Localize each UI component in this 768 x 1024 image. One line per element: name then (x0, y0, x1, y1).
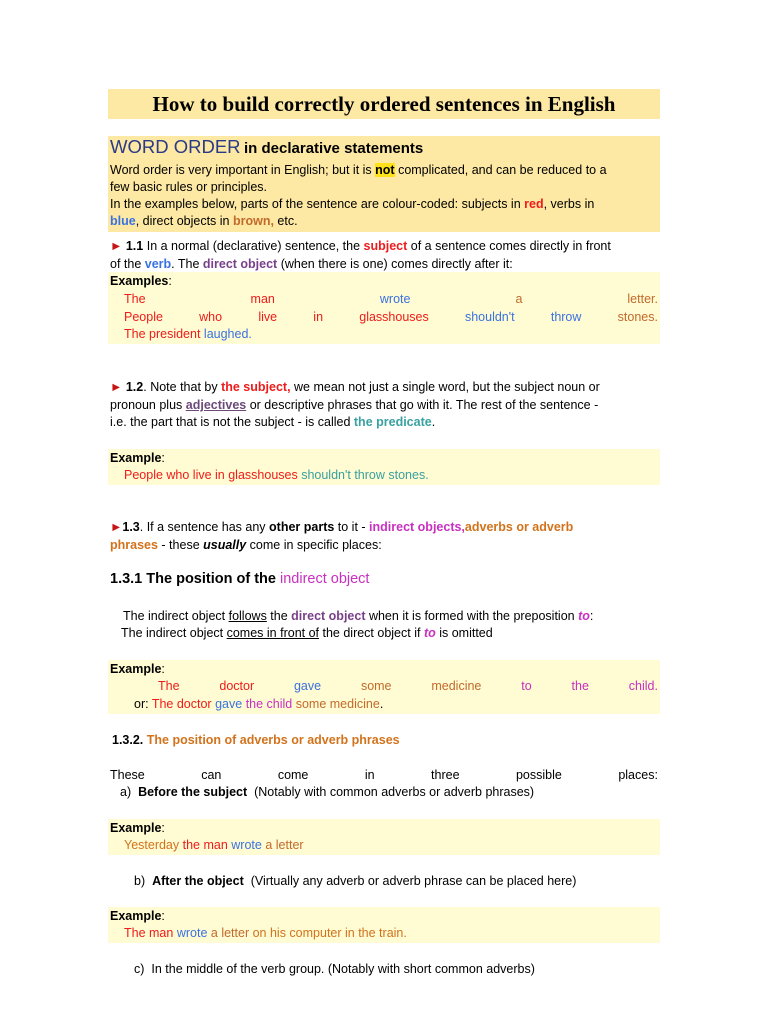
example-line-2 (124, 309, 658, 326)
body-text: : (589, 609, 594, 623)
example-label: Example (110, 821, 162, 835)
brown-label: brown, (232, 214, 274, 228)
example-subject: People who live in glasshouses (124, 468, 298, 482)
body-text: In a normal (declarative) sentence, the (143, 239, 364, 253)
s13-line-1 (110, 519, 658, 536)
example-label-line (110, 661, 658, 678)
example-direct-object: some medicine (295, 697, 380, 711)
s11-line-1 (110, 238, 658, 255)
example-word: gave (293, 679, 322, 693)
other-parts-term: other parts (269, 520, 335, 534)
colon: : (161, 821, 165, 835)
example-word: doctor (219, 679, 255, 693)
example-line (124, 925, 672, 942)
example-verb: wrote (176, 926, 208, 940)
heading-text: The position of adverbs or adverb phrases (146, 733, 400, 747)
section-number: 1.1 (125, 239, 144, 253)
example-line (124, 467, 672, 484)
body-text: The indirect object (123, 609, 229, 623)
example-word: throw (550, 310, 582, 324)
heading-number: 1.3.2. (112, 733, 144, 747)
example-box-3 (108, 660, 660, 714)
example-word: stones. (617, 310, 658, 324)
phrases-term: phrases (110, 538, 158, 552)
example-word: glasshouses (359, 310, 429, 324)
heading-word-order: WORD ORDER (110, 136, 241, 157)
example-line-2 (134, 696, 682, 713)
example-label: Example (110, 451, 162, 465)
arrow-icon: ► (110, 239, 123, 253)
place-c (134, 961, 682, 978)
example-label-line (110, 908, 658, 925)
example-word: a (515, 292, 523, 306)
s13-line-2 (110, 537, 658, 554)
intro-box (108, 136, 660, 232)
list-marker: a) (120, 785, 132, 799)
intro-text: etc. (273, 214, 298, 228)
word-order-heading (110, 136, 423, 158)
intro-text: , verbs in (543, 197, 595, 211)
body-text: the direct object if (319, 626, 424, 640)
intro-text: , direct objects in (135, 214, 233, 228)
example-label-line (110, 820, 658, 837)
to-term: to (578, 609, 590, 623)
s12-line-1 (110, 379, 658, 396)
body-text: is omitted (435, 626, 493, 640)
body-text: or descriptive phrases that go with it. The rest of the sentence - (246, 398, 599, 412)
intro-word: These (110, 768, 145, 782)
colon: : (168, 274, 172, 288)
s131-line-2 (121, 625, 669, 642)
example-adverb: on his computer in the train. (252, 926, 407, 940)
comes-in-front-term: comes in front of (226, 626, 320, 640)
heading-declarative: in declarative statements (244, 140, 424, 157)
red-label: red (524, 197, 544, 211)
example-label: Example (110, 662, 162, 676)
intro-word: come (277, 768, 309, 782)
example-word: in (313, 310, 324, 324)
body-text: pronoun plus (110, 398, 186, 412)
adverbs-term: adverbs or adverb (464, 520, 574, 534)
colon: : (161, 909, 165, 923)
blue-label: blue (110, 214, 136, 228)
s13-lead (110, 519, 573, 536)
example-box-2 (108, 449, 660, 485)
example-word: child. (628, 679, 658, 693)
body-text: we mean not just a single word, but the subject noun or (290, 380, 600, 394)
example-line-3 (124, 326, 672, 343)
example-word: The (158, 679, 180, 693)
example-word: the (571, 679, 589, 693)
example-line-1 (124, 291, 658, 308)
intro-line-2: few basic rules or principles. (110, 180, 268, 194)
s11-line-2 (110, 256, 658, 273)
adjectives-link[interactable]: adjectives (185, 398, 247, 412)
intro-line-1 (110, 162, 658, 179)
place-b-title: After the object (152, 874, 244, 888)
body-text: . The (171, 257, 203, 271)
direct-object-term: direct object (202, 257, 278, 271)
place-a (120, 784, 668, 801)
intro-word: places: (618, 768, 658, 782)
place-b-note: (Virtually any adverb or adverb phrase can be placed here) (250, 874, 577, 888)
indirect-object-heading-term: indirect object (280, 571, 370, 587)
body-text: the (266, 609, 292, 623)
section-number: 1.3 (122, 520, 140, 534)
example-line (124, 837, 672, 854)
s132-intro (110, 767, 658, 784)
s12-line-3 (110, 414, 658, 431)
example-subject: the man (182, 838, 228, 852)
examples-label-line (110, 273, 658, 290)
example-verb: wrote (231, 838, 262, 852)
arrow-icon: ► (110, 380, 123, 394)
example-word: letter. (627, 292, 658, 306)
period: . (379, 697, 384, 711)
place-a-note: (Notably with common adverbs or adverb phrases) (254, 785, 535, 799)
body-text: to it - (334, 520, 370, 534)
example-word: shouldn't (464, 310, 515, 324)
the-subject-term: the subject, (221, 380, 291, 394)
body-text: (when there is one) comes directly after it: (277, 257, 513, 271)
colon: : (161, 451, 165, 465)
not-highlight: not (375, 163, 395, 177)
body-text: . (431, 415, 436, 429)
to-term: to (423, 626, 436, 640)
example-box-5 (108, 907, 660, 943)
examples-label: Examples (110, 274, 169, 288)
colon: : (161, 662, 165, 676)
intro-word: can (201, 768, 222, 782)
s12-line-2 (110, 397, 658, 414)
body-text: . Note that by (143, 380, 222, 394)
examples-box-1 (108, 272, 660, 344)
place-c-text: In the middle of the verb group. (Notably with short common adverbs) (151, 962, 535, 976)
s132-heading (112, 732, 660, 749)
intro-text: complicated, and can be reduced to a (394, 163, 607, 177)
body-text: - these (157, 538, 204, 552)
example-word: People (124, 310, 163, 324)
example-word: who (199, 310, 223, 324)
example-object: a letter (210, 926, 250, 940)
body-text: of the (110, 257, 145, 271)
example-word: wrote (379, 292, 411, 306)
example-subject: The doctor (151, 697, 212, 711)
body-text: of a sentence comes directly in front (407, 239, 611, 253)
example-object: a letter (265, 838, 304, 852)
example-word: to (521, 679, 532, 693)
example-subject: The president (124, 327, 201, 341)
example-label: Example (110, 909, 162, 923)
subject-term: subject (363, 239, 408, 253)
body-text: The indirect object (121, 626, 227, 640)
body-text: . If a sentence has any (139, 520, 270, 534)
intro-word: three (431, 768, 460, 782)
place-a-title: Before the subject (138, 785, 248, 799)
usually-term: usually (203, 538, 247, 552)
example-word: medicine (431, 679, 482, 693)
intro-word: possible (515, 768, 562, 782)
body-text: i.e. the part that is not the subject - is called (110, 415, 354, 429)
place-b (134, 873, 682, 890)
direct-object-term: direct object (291, 609, 366, 623)
arrow-icon: ► (110, 520, 123, 534)
intro-text: Word order is very important in English; but it is (110, 163, 376, 177)
example-word: The (124, 292, 146, 306)
list-marker: b) (134, 874, 146, 888)
example-word: live (258, 310, 278, 324)
predicate-term: the predicate (353, 415, 432, 429)
example-word: man (250, 292, 275, 306)
example-verb: laughed. (203, 327, 252, 341)
intro-line-4 (110, 213, 658, 230)
intro-line-3 (110, 196, 658, 213)
verb-term: verb (144, 257, 172, 271)
s131-heading (110, 571, 658, 588)
example-predicate: shouldn't throw stones. (301, 468, 429, 482)
list-marker: c) (134, 962, 145, 976)
example-indirect-object: the child (245, 697, 293, 711)
example-line-1 (158, 678, 658, 695)
body-text: come in specific places: (246, 538, 382, 552)
follows-term: follows (228, 609, 267, 623)
example-word: some (360, 679, 392, 693)
indirect-objects-term: indirect objects, (369, 520, 465, 534)
example-box-4 (108, 819, 660, 855)
section-number: 1.2 (125, 380, 144, 394)
example-subject: The man (124, 926, 174, 940)
body-text: when it is formed with the preposition (365, 609, 579, 623)
heading-text: 1.3.1 The position of the (110, 571, 280, 587)
example-label-line (110, 450, 658, 467)
example-verb: gave (215, 697, 243, 711)
s131-line-1 (123, 608, 671, 625)
intro-text: In the examples below, parts of the sentence are colour-coded: subjects in (110, 197, 525, 211)
page-title: How to build correctly ordered sentences in English (108, 89, 660, 119)
intro-word: in (364, 768, 375, 782)
example-adverb: Yesterday (124, 838, 180, 852)
or-label: or: (134, 697, 152, 711)
